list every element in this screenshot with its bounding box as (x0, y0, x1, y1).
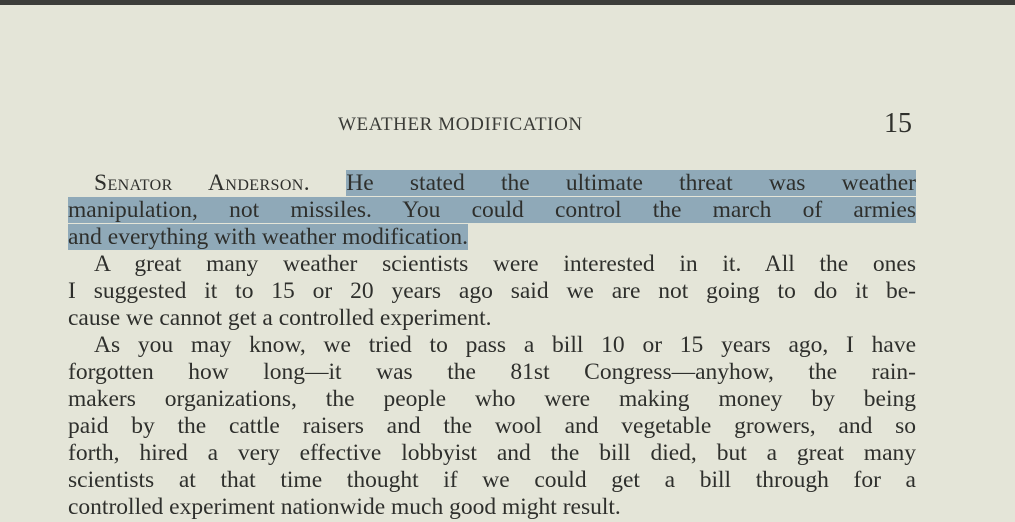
paragraph-1-line-2 (68, 197, 916, 224)
paragraph-3-line-3: makers organizations, the people who were making money by being (68, 386, 916, 412)
page-number: 15 (884, 108, 912, 139)
paragraph-1-line-3 (68, 224, 916, 251)
paragraph-2-line-3: cause we cannot get a controlled experiment. (68, 305, 492, 331)
paragraph-2-line-2: I suggested it to 15 or 20 years ago said we are not going to do it be- (68, 278, 916, 304)
highlighted-selection[interactable]: manipulation, not missiles. You could control the march of armies (68, 197, 916, 223)
paragraph-3-line-5: forth, hired a very effective lobbyist and the bill died, but a great many (68, 440, 916, 466)
paragraph-3-line-4: paid by the cattle raisers and the wool and vegetable growers, and so (68, 413, 916, 439)
paragraph-3-line-1: As you may know, we tried to pass a bill 10 or 15 years ago, I have (94, 332, 916, 358)
paragraph-3-line-7: controlled experiment nationwide much good might result. (68, 494, 621, 520)
paragraph-3-line-6: scientists at that time thought if we could get a bill through for a (68, 467, 916, 493)
paragraph-3-line-2: forgotten how long—it was the 81st Congress—anyhow, the rain- (68, 359, 916, 385)
highlighted-selection[interactable]: and everything with weather modification. (68, 224, 469, 250)
highlighted-selection[interactable]: He stated the ultimate threat was weather (346, 170, 917, 196)
paragraph-2-line-1: A great many weather scientists were interested in it. All the ones (94, 251, 916, 277)
paragraph-1-line-1 (68, 170, 916, 197)
running-head: WEATHER MODIFICATION (338, 114, 583, 135)
speaker-name: Senator Anderson. (94, 170, 311, 196)
top-border (0, 0, 1015, 5)
